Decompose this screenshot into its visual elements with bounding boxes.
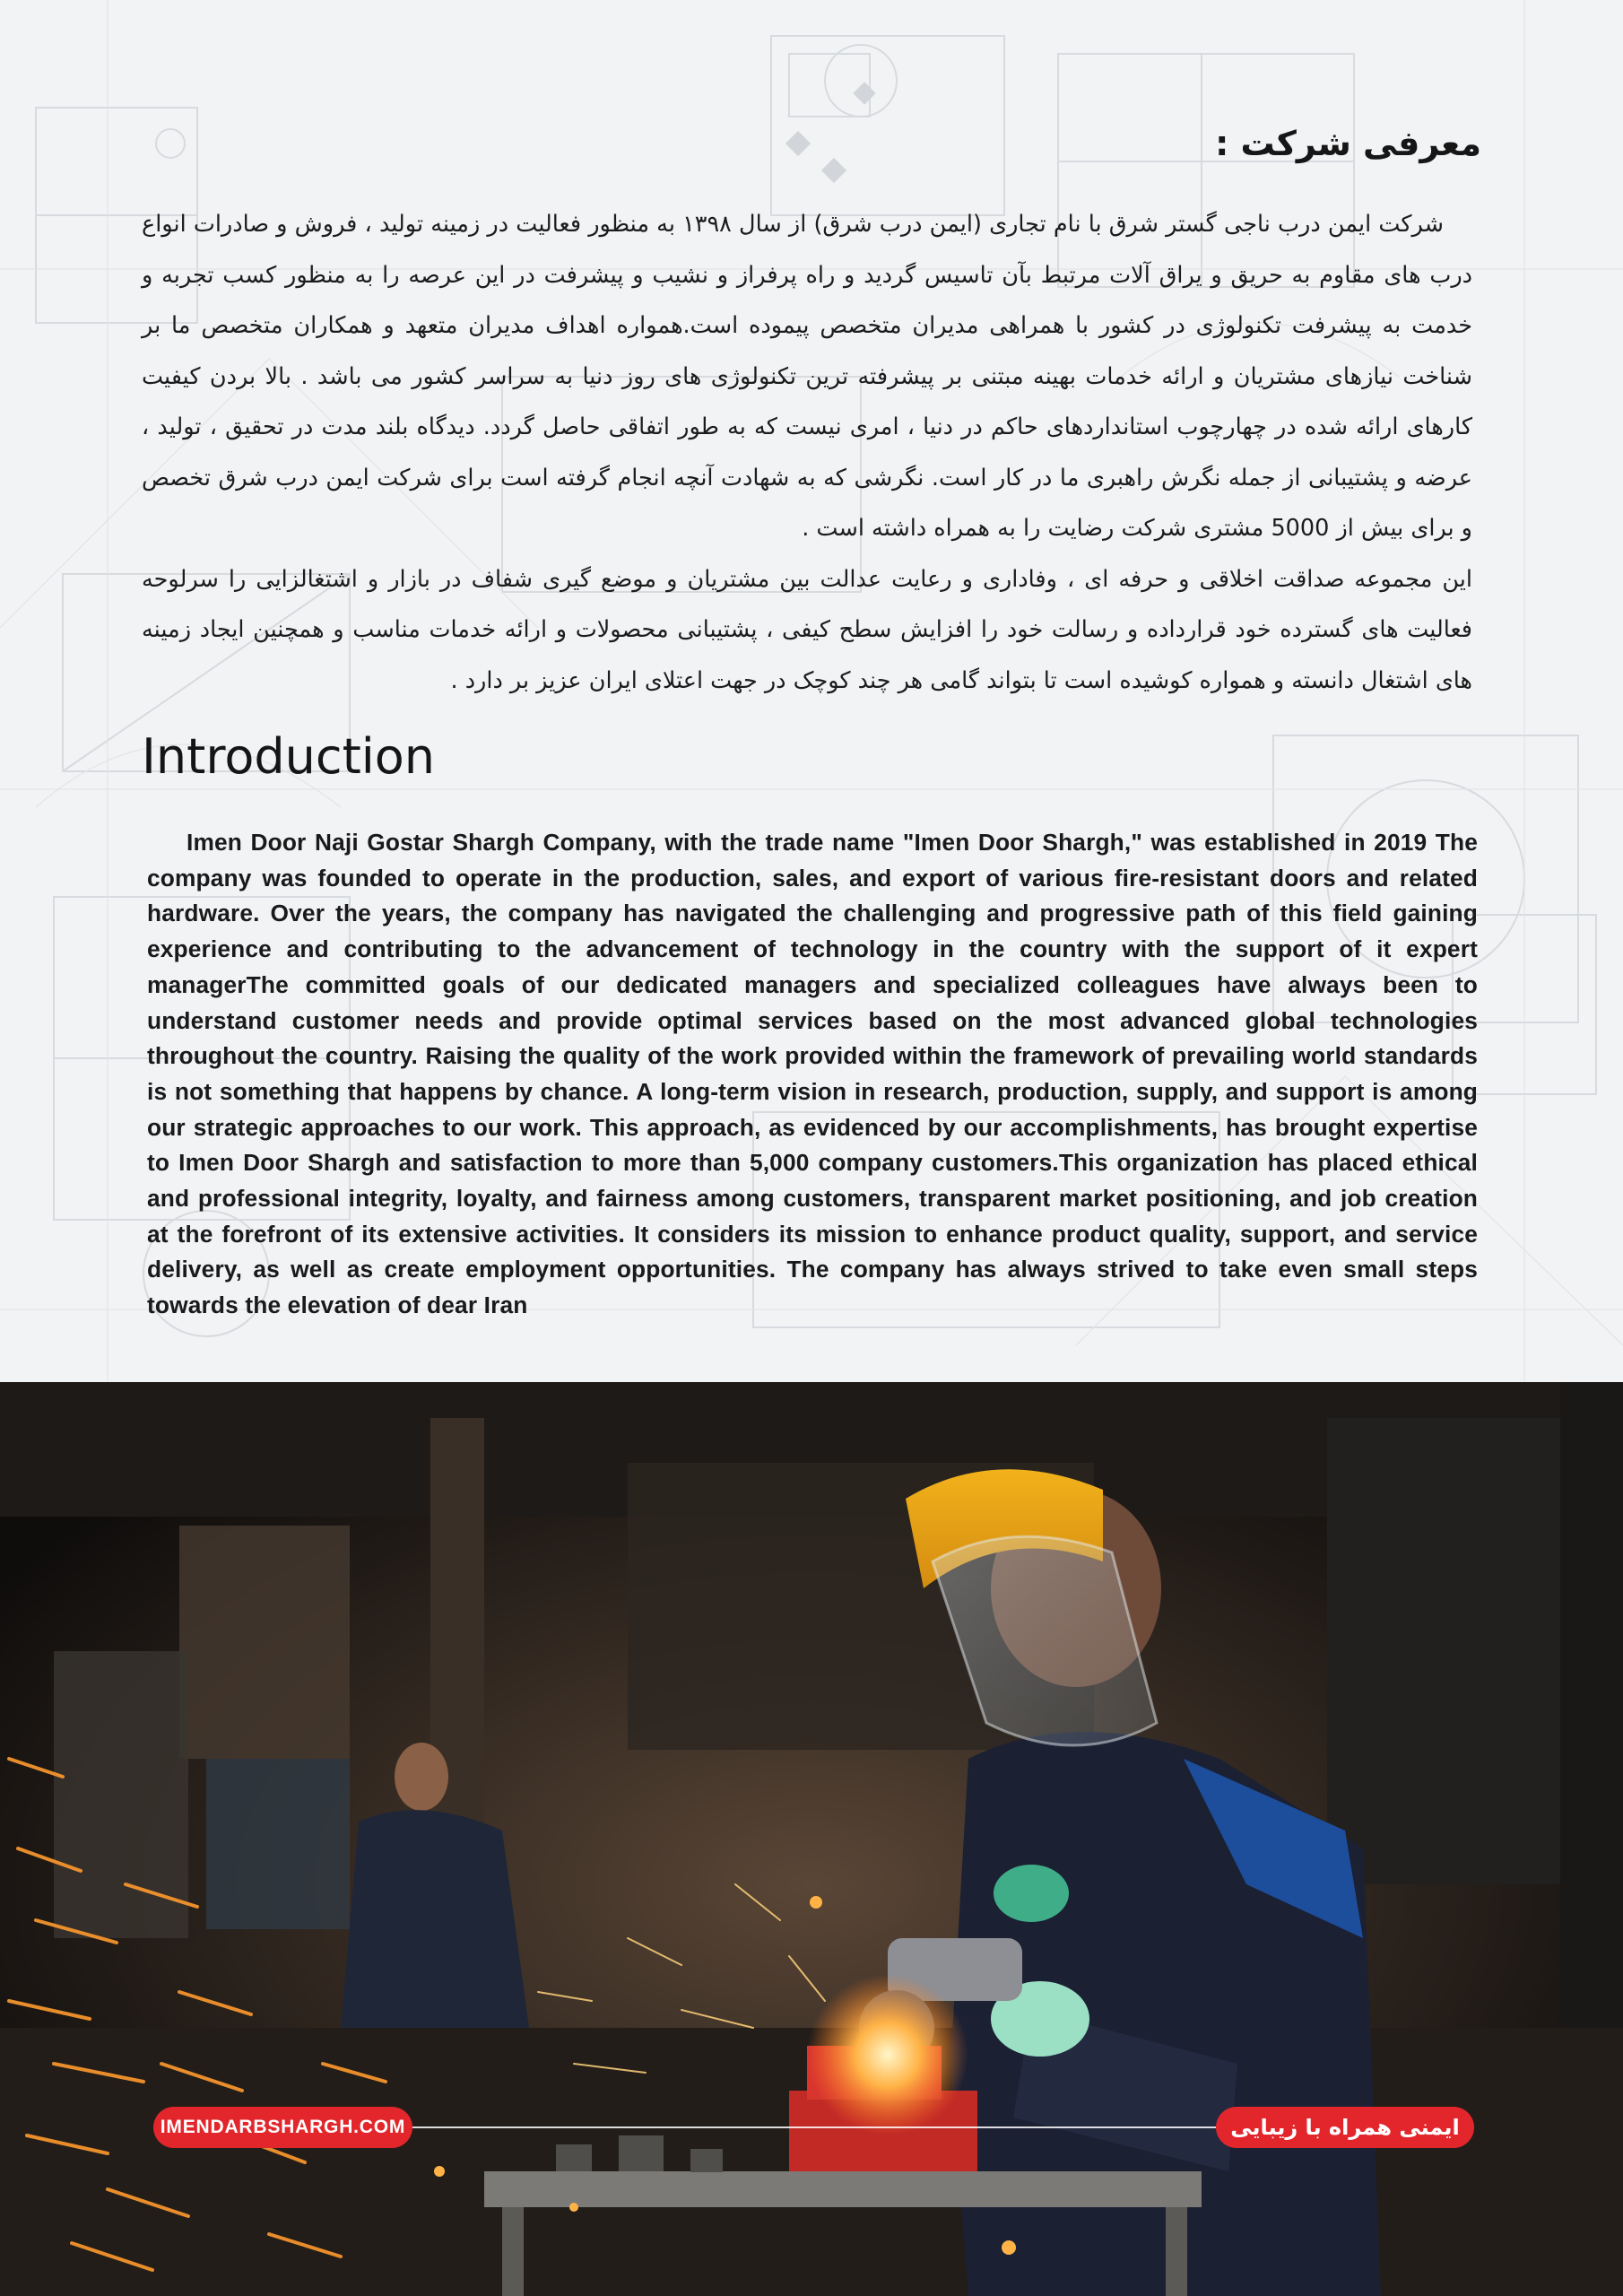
persian-paragraph: این مجموعه صداقت اخلاقی و حرفه ای ، وفاداری و رعایت عدالت بین مشتریان و موضع گیری شفاف در بازار و اشتغالزایی را سرلوحه فعالیت های گسترده خود قرارداده و رسالت خود را افزایش سطح کیفی ، پشتیبانی محصولات و ارائه خدمات مناسب و همچنین ایجاد زمینه های اشتغال دانسته و همواره کوشیده است تا بتواند گامی هر چند کوچک در جهت اعتلای ایران عزیز بر دارد . (142, 565, 1472, 694)
english-section-title: Introduction (142, 728, 436, 785)
website-badge[interactable]: IMENDARBSHARGH.COM (153, 2107, 412, 2148)
workshop-photo (0, 1382, 1623, 2296)
slogan-badge: ایمنی همراه با زیبایی (1216, 2107, 1474, 2148)
persian-intro-text (142, 199, 1472, 706)
english-intro-text (147, 825, 1478, 1324)
footer-divider-line (412, 2126, 1216, 2128)
persian-paragraph: شرکت ایمن درب ناجی گستر شرق با نام تجاری (ایمن درب شرق) از سال ۱۳۹۸ به منظور فعالیت در زمینه تولید ، فروش و صادرات انواع درب های مقاوم به حریق و یراق آلات مرتبط بآن تاسیس گردید و راه پرفراز و نشیب و پیشرفت در این عرصه را به منظور کسب تجربه و خدمت به پیشرفت تکنولوژی در کشور با همراهی مدیران متخصص پیموده است.همواره اهداف مدیران متعهد و همکاران متخصص ما بر شناخت نیازهای مشتریان و ارائه خدمات بهینه مبتنی بر پیشرفته ترین تکنولوژی های روز دنیا به سراسر کشور می باشد . بالا بردن کیفیت کارهای ارائه شده در چهارچوب استانداردهای حاکم در دنیا ، امری نیست که به طور اتفاقی حاصل گردد. دیدگاه بلند مدت در تحقیق ، تولید ، عرضه و پشتیبانی از جمله نگرش راهبری ما در کار است. نگرشی که به شهادت آنچه انجام گرفته است برای شرکت ایمن درب شرق تخصص و برای بیش از 5000 مشتری شرکت رضایت را به همراه داشته است . (142, 211, 1472, 542)
english-paragraph: Imen Door Naji Gostar Shargh Company, with the trade name "Imen Door Shargh," was established in 2019 The company was founded to operate in the production, sales, and export of various fire-resistant doors and related hardware. Over the years, the company has navigated the challenging and progressive path of this field gaining experience and contributing to the advancement of technology in the country with the support of it expert managerThe committed goals of our dedicated managers and specialized colleagues have always been to understand customer needs and provide optimal services based on the most advanced global technologies throughout the country. Raising the quality of the work provided within the framework of prevailing world standards is not something that happens by chance. A long-term vision in research, production, supply, and support is among our strategic approaches to our work. This approach, as evidenced by our accomplishments, has brought expertise to Imen Door Shargh and satisfaction to more than 5,000 company customers.This organization has placed ethical and professional integrity, loyalty, and fairness among customers, transparent market positioning, and job creation at the forefront of its extensive activities. It considers its mission to enhance product quality, support, and service delivery, as well as create employment opportunities. The company has always strived to take even small steps towards the elevation of dear Iran (147, 829, 1478, 1319)
persian-section-title: معرفی شرکت : (1215, 124, 1481, 163)
